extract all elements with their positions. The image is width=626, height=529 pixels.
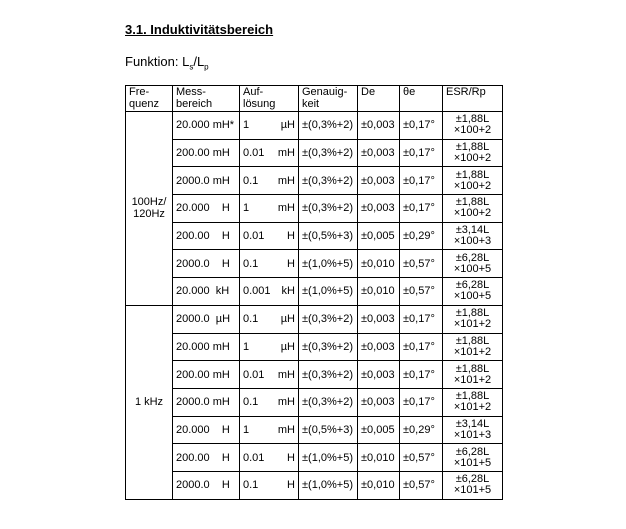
- accuracy-cell: ±(0,3%+2): [299, 333, 358, 361]
- column-header: Mess- bereich: [173, 86, 240, 112]
- theta-cell: ±0,57°: [400, 444, 443, 472]
- function-sub-p: p: [204, 62, 209, 72]
- de-cell: ±0,010: [358, 444, 400, 472]
- column-header: Genauig- keit: [299, 86, 358, 112]
- header-row: [126, 86, 503, 112]
- range-cell: 200.00 H: [173, 222, 240, 250]
- esr-cell: ±1,88L ×100+2: [443, 167, 503, 195]
- range-cell: 20.000 mH*: [173, 112, 240, 140]
- table-row: [126, 444, 503, 472]
- table-row: [126, 167, 503, 195]
- table-row: [126, 139, 503, 167]
- theta-cell: ±0,17°: [400, 305, 443, 333]
- esr-cell: ±1,88L ×101+2: [443, 333, 503, 361]
- de-cell: ±0,003: [358, 112, 400, 140]
- table-row: [126, 388, 503, 416]
- esr-cell: ±1,88L ×101+2: [443, 388, 503, 416]
- resolution-cell: 1 mH: [240, 195, 299, 223]
- resolution-cell: 0.1 H: [240, 471, 299, 499]
- de-cell: ±0,003: [358, 195, 400, 223]
- esr-cell: ±3,14L ×100+3: [443, 222, 503, 250]
- esr-cell: ±1,88L ×100+2: [443, 112, 503, 140]
- resolution-cell: 0.01 mH: [240, 361, 299, 389]
- resolution-cell: 0.1 mH: [240, 167, 299, 195]
- esr-cell: ±1,88L ×100+2: [443, 139, 503, 167]
- column-header: De: [358, 86, 400, 112]
- accuracy-cell: ±(0,3%+2): [299, 195, 358, 223]
- theta-cell: ±0,17°: [400, 361, 443, 389]
- esr-cell: ±6,28L ×100+5: [443, 278, 503, 306]
- accuracy-cell: ±(1,0%+5): [299, 471, 358, 499]
- resolution-cell: 0.1 mH: [240, 388, 299, 416]
- theta-cell: ±0,57°: [400, 471, 443, 499]
- theta-cell: ±0,17°: [400, 167, 443, 195]
- theta-cell: ±0,17°: [400, 333, 443, 361]
- table-row: [126, 250, 503, 278]
- range-cell: 2000.0 mH: [173, 388, 240, 416]
- theta-cell: ±0,17°: [400, 195, 443, 223]
- table-row: [126, 416, 503, 444]
- de-cell: ±0,003: [358, 333, 400, 361]
- range-cell: 20.000 H: [173, 195, 240, 223]
- resolution-cell: 0.01 H: [240, 222, 299, 250]
- de-cell: ±0,003: [358, 167, 400, 195]
- de-cell: ±0,005: [358, 416, 400, 444]
- resolution-cell: 0.01 H: [240, 444, 299, 472]
- esr-cell: ±6,28L ×101+5: [443, 471, 503, 499]
- esr-cell: ±1,88L ×100+2: [443, 195, 503, 223]
- esr-cell: ±1,88L ×101+2: [443, 361, 503, 389]
- resolution-cell: 1 mH: [240, 416, 299, 444]
- accuracy-cell: ±(0,3%+2): [299, 305, 358, 333]
- de-cell: ±0,010: [358, 250, 400, 278]
- de-cell: ±0,010: [358, 278, 400, 306]
- column-header: Auf- lösung: [240, 86, 299, 112]
- range-cell: 20.000 kH: [173, 278, 240, 306]
- de-cell: ±0,003: [358, 305, 400, 333]
- table-row: [126, 195, 503, 223]
- range-cell: 20.000 mH: [173, 333, 240, 361]
- table-row: [126, 361, 503, 389]
- function-label: [125, 54, 209, 72]
- table-row: [126, 333, 503, 361]
- de-cell: ±0,003: [358, 361, 400, 389]
- accuracy-cell: ±(0,3%+2): [299, 139, 358, 167]
- resolution-cell: 1 µH: [240, 112, 299, 140]
- de-cell: ±0,005: [358, 222, 400, 250]
- theta-cell: ±0,29°: [400, 416, 443, 444]
- theta-cell: ±0,17°: [400, 388, 443, 416]
- accuracy-cell: ±(0,5%+3): [299, 222, 358, 250]
- theta-cell: ±0,17°: [400, 139, 443, 167]
- esr-cell: ±6,28L ×101+5: [443, 444, 503, 472]
- accuracy-cell: ±(1,0%+5): [299, 444, 358, 472]
- resolution-cell: 0.1 µH: [240, 305, 299, 333]
- frequency-cell: 100Hz/ 120Hz: [126, 112, 173, 306]
- resolution-cell: 0.01 mH: [240, 139, 299, 167]
- accuracy-cell: ±(0,5%+3): [299, 416, 358, 444]
- column-header: Fre- quenz: [126, 86, 173, 112]
- table-row: [126, 471, 503, 499]
- esr-cell: ±1,88L ×101+2: [443, 305, 503, 333]
- range-cell: 200.00 H: [173, 444, 240, 472]
- accuracy-cell: ±(0,3%+2): [299, 388, 358, 416]
- table-row: [126, 112, 503, 140]
- range-cell: 2000.0 mH: [173, 167, 240, 195]
- table-row: [126, 278, 503, 306]
- resolution-cell: 0.1 H: [240, 250, 299, 278]
- accuracy-cell: ±(0,3%+2): [299, 167, 358, 195]
- theta-cell: ±0,57°: [400, 278, 443, 306]
- column-header: θe: [400, 86, 443, 112]
- range-cell: 2000.0 µH: [173, 305, 240, 333]
- theta-cell: ±0,29°: [400, 222, 443, 250]
- de-cell: ±0,003: [358, 388, 400, 416]
- inductance-range-table: [125, 85, 503, 500]
- esr-cell: ±6,28L ×100+5: [443, 250, 503, 278]
- accuracy-cell: ±(0,3%+2): [299, 361, 358, 389]
- range-cell: 2000.0 H: [173, 250, 240, 278]
- de-cell: ±0,010: [358, 471, 400, 499]
- de-cell: ±0,003: [358, 139, 400, 167]
- section-title: 3.1. Induktivitätsbereich: [125, 22, 274, 37]
- function-sep: /L: [193, 54, 205, 69]
- accuracy-cell: ±(1,0%+5): [299, 250, 358, 278]
- function-text: Funktion: L: [125, 54, 190, 69]
- table-row: [126, 305, 503, 333]
- column-header: ESR/Rp: [443, 86, 503, 112]
- range-cell: 200.00 mH: [173, 361, 240, 389]
- table-row: [126, 222, 503, 250]
- range-cell: 2000.0 H: [173, 471, 240, 499]
- resolution-cell: 1 µH: [240, 333, 299, 361]
- range-cell: 200.00 mH: [173, 139, 240, 167]
- resolution-cell: 0.001 kH: [240, 278, 299, 306]
- theta-cell: ±0,57°: [400, 250, 443, 278]
- esr-cell: ±3,14L ×101+3: [443, 416, 503, 444]
- frequency-cell: 1 kHz: [126, 305, 173, 499]
- accuracy-cell: ±(1,0%+5): [299, 278, 358, 306]
- function-sub-s: s: [189, 62, 194, 72]
- accuracy-cell: ±(0,3%+2): [299, 112, 358, 140]
- range-cell: 20.000 H: [173, 416, 240, 444]
- theta-cell: ±0,17°: [400, 112, 443, 140]
